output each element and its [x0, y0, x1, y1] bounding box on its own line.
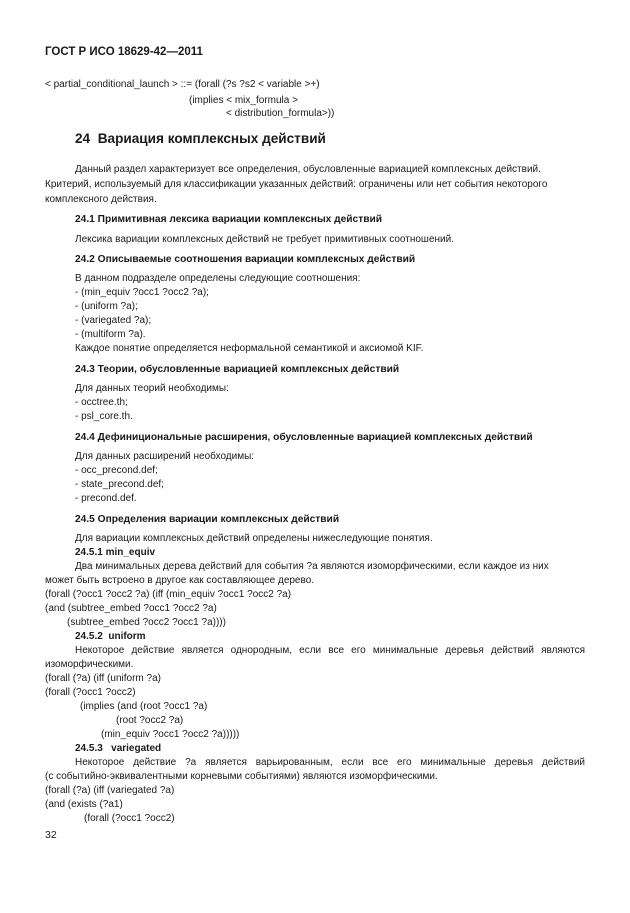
list-item: - occ_precond.def;	[75, 465, 158, 476]
paragraph-line: Критерий, используемый для классификации указанных действий: ограничены или нет события некоторого	[45, 179, 548, 190]
paragraph-line: изоморфическими.	[45, 659, 134, 670]
list-item: - (min_equiv ?occ1 ?occ2 ?a);	[75, 287, 209, 298]
section-title: Вариация комплексных действий	[97, 131, 326, 146]
paragraph-line: Данный раздел характеризует все определения, обусловленные вариацией комплексных действий.	[75, 164, 541, 175]
subsection-heading: 24.2 Описываемые соотношения вариации комплексных действий	[75, 254, 416, 265]
subsection-heading: 24.4 Дефинициональные расширения, обусловленные вариацией комплексных действий	[75, 432, 533, 443]
code-line: (subtree_embed ?occ2 ?occ1 ?a))))	[67, 617, 226, 628]
list-item: - (variegated ?a);	[75, 315, 152, 326]
code-line: (forall (?a) (iff (variegated ?a)	[45, 785, 175, 796]
paragraph-line: Для данных теорий необходимы:	[75, 383, 229, 394]
code-line: (root ?occ2 ?a)	[116, 715, 184, 726]
clause-heading: 24.5.1 min_equiv	[75, 547, 156, 558]
paragraph-line: (с событийно-эквивалентными корневыми событиями) являются изоморфическими.	[45, 771, 438, 782]
clause-heading: 24.5.2 uniform	[75, 631, 146, 642]
section-number: 24	[75, 131, 91, 146]
list-item: - (uniform ?a);	[75, 301, 138, 312]
code-line: (min_equiv ?occ1 ?occ2 ?a)))))	[101, 729, 240, 740]
bnf-line: < partial_conditional_launch > ::= (forall (?s ?s2 < variable >+)	[45, 79, 320, 90]
list-item: - precond.def.	[75, 493, 137, 504]
paragraph-line: может быть встроено в другое как составляющее дерево.	[45, 575, 315, 586]
list-item: - occtree.th;	[75, 397, 128, 408]
subsection-heading: 24.1 Примитивная лексика вариации комплексных действий	[75, 214, 382, 225]
page-number: 32	[45, 829, 57, 841]
paragraph-line: В данном подразделе определены следующие соотношения:	[75, 273, 361, 284]
paragraph-line: Два минимальных дерева действий для события ?a являются изоморфическими, если каждое из них	[75, 561, 549, 572]
code-line: (and (exists (?a1)	[45, 799, 123, 810]
list-item: - psl_core.th.	[75, 411, 133, 422]
paragraph-line: комплексного действия.	[45, 194, 157, 205]
paragraph-line: Некоторое действие ?a является варьированным, если все его минимальные деревья действий	[75, 757, 585, 768]
bnf-line: (implies < mix_formula >	[189, 95, 298, 106]
code-line: (forall (?occ1 ?occ2 ?a) (iff (min_equiv ?occ1 ?occ2 ?a)	[45, 589, 292, 600]
paragraph-line: Лексика вариации комплексных действий не требует примитивных соотношений.	[75, 234, 454, 245]
list-item: - state_precond.def;	[75, 479, 164, 490]
code-line: (forall (?a) (iff (uniform ?a)	[45, 673, 161, 684]
code-line: (implies (and (root ?occ1 ?a)	[80, 701, 208, 712]
bnf-line: < distribution_formula>))	[226, 108, 335, 119]
document-header: ГОСТ Р ИСО 18629-42—2011	[45, 46, 203, 58]
paragraph-line: Для вариации комплексных действий определены нижеследующие понятия.	[75, 533, 433, 544]
paragraph-line: Для данных расширений необходимы:	[75, 451, 255, 462]
section-heading	[75, 132, 326, 145]
list-item: - (multiform ?a).	[75, 329, 146, 340]
subsection-heading: 24.3 Теории, обусловленные вариацией комплексных действий	[75, 364, 400, 375]
clause-heading: 24.5.3 variegated	[75, 743, 162, 754]
subsection-heading: 24.5 Определения вариации комплексных действий	[75, 514, 340, 525]
paragraph-line: Некоторое действие является однородным, если все его минимальные деревья действий являются	[75, 645, 585, 656]
code-line: (forall (?occ1 ?occ2)	[84, 813, 175, 824]
code-line: (and (subtree_embed ?occ1 ?occ2 ?a)	[45, 603, 217, 614]
paragraph-line: Каждое понятие определяется неформальной семантикой и аксиомой KIF.	[75, 343, 424, 354]
code-line: (forall (?occ1 ?occ2)	[45, 687, 136, 698]
